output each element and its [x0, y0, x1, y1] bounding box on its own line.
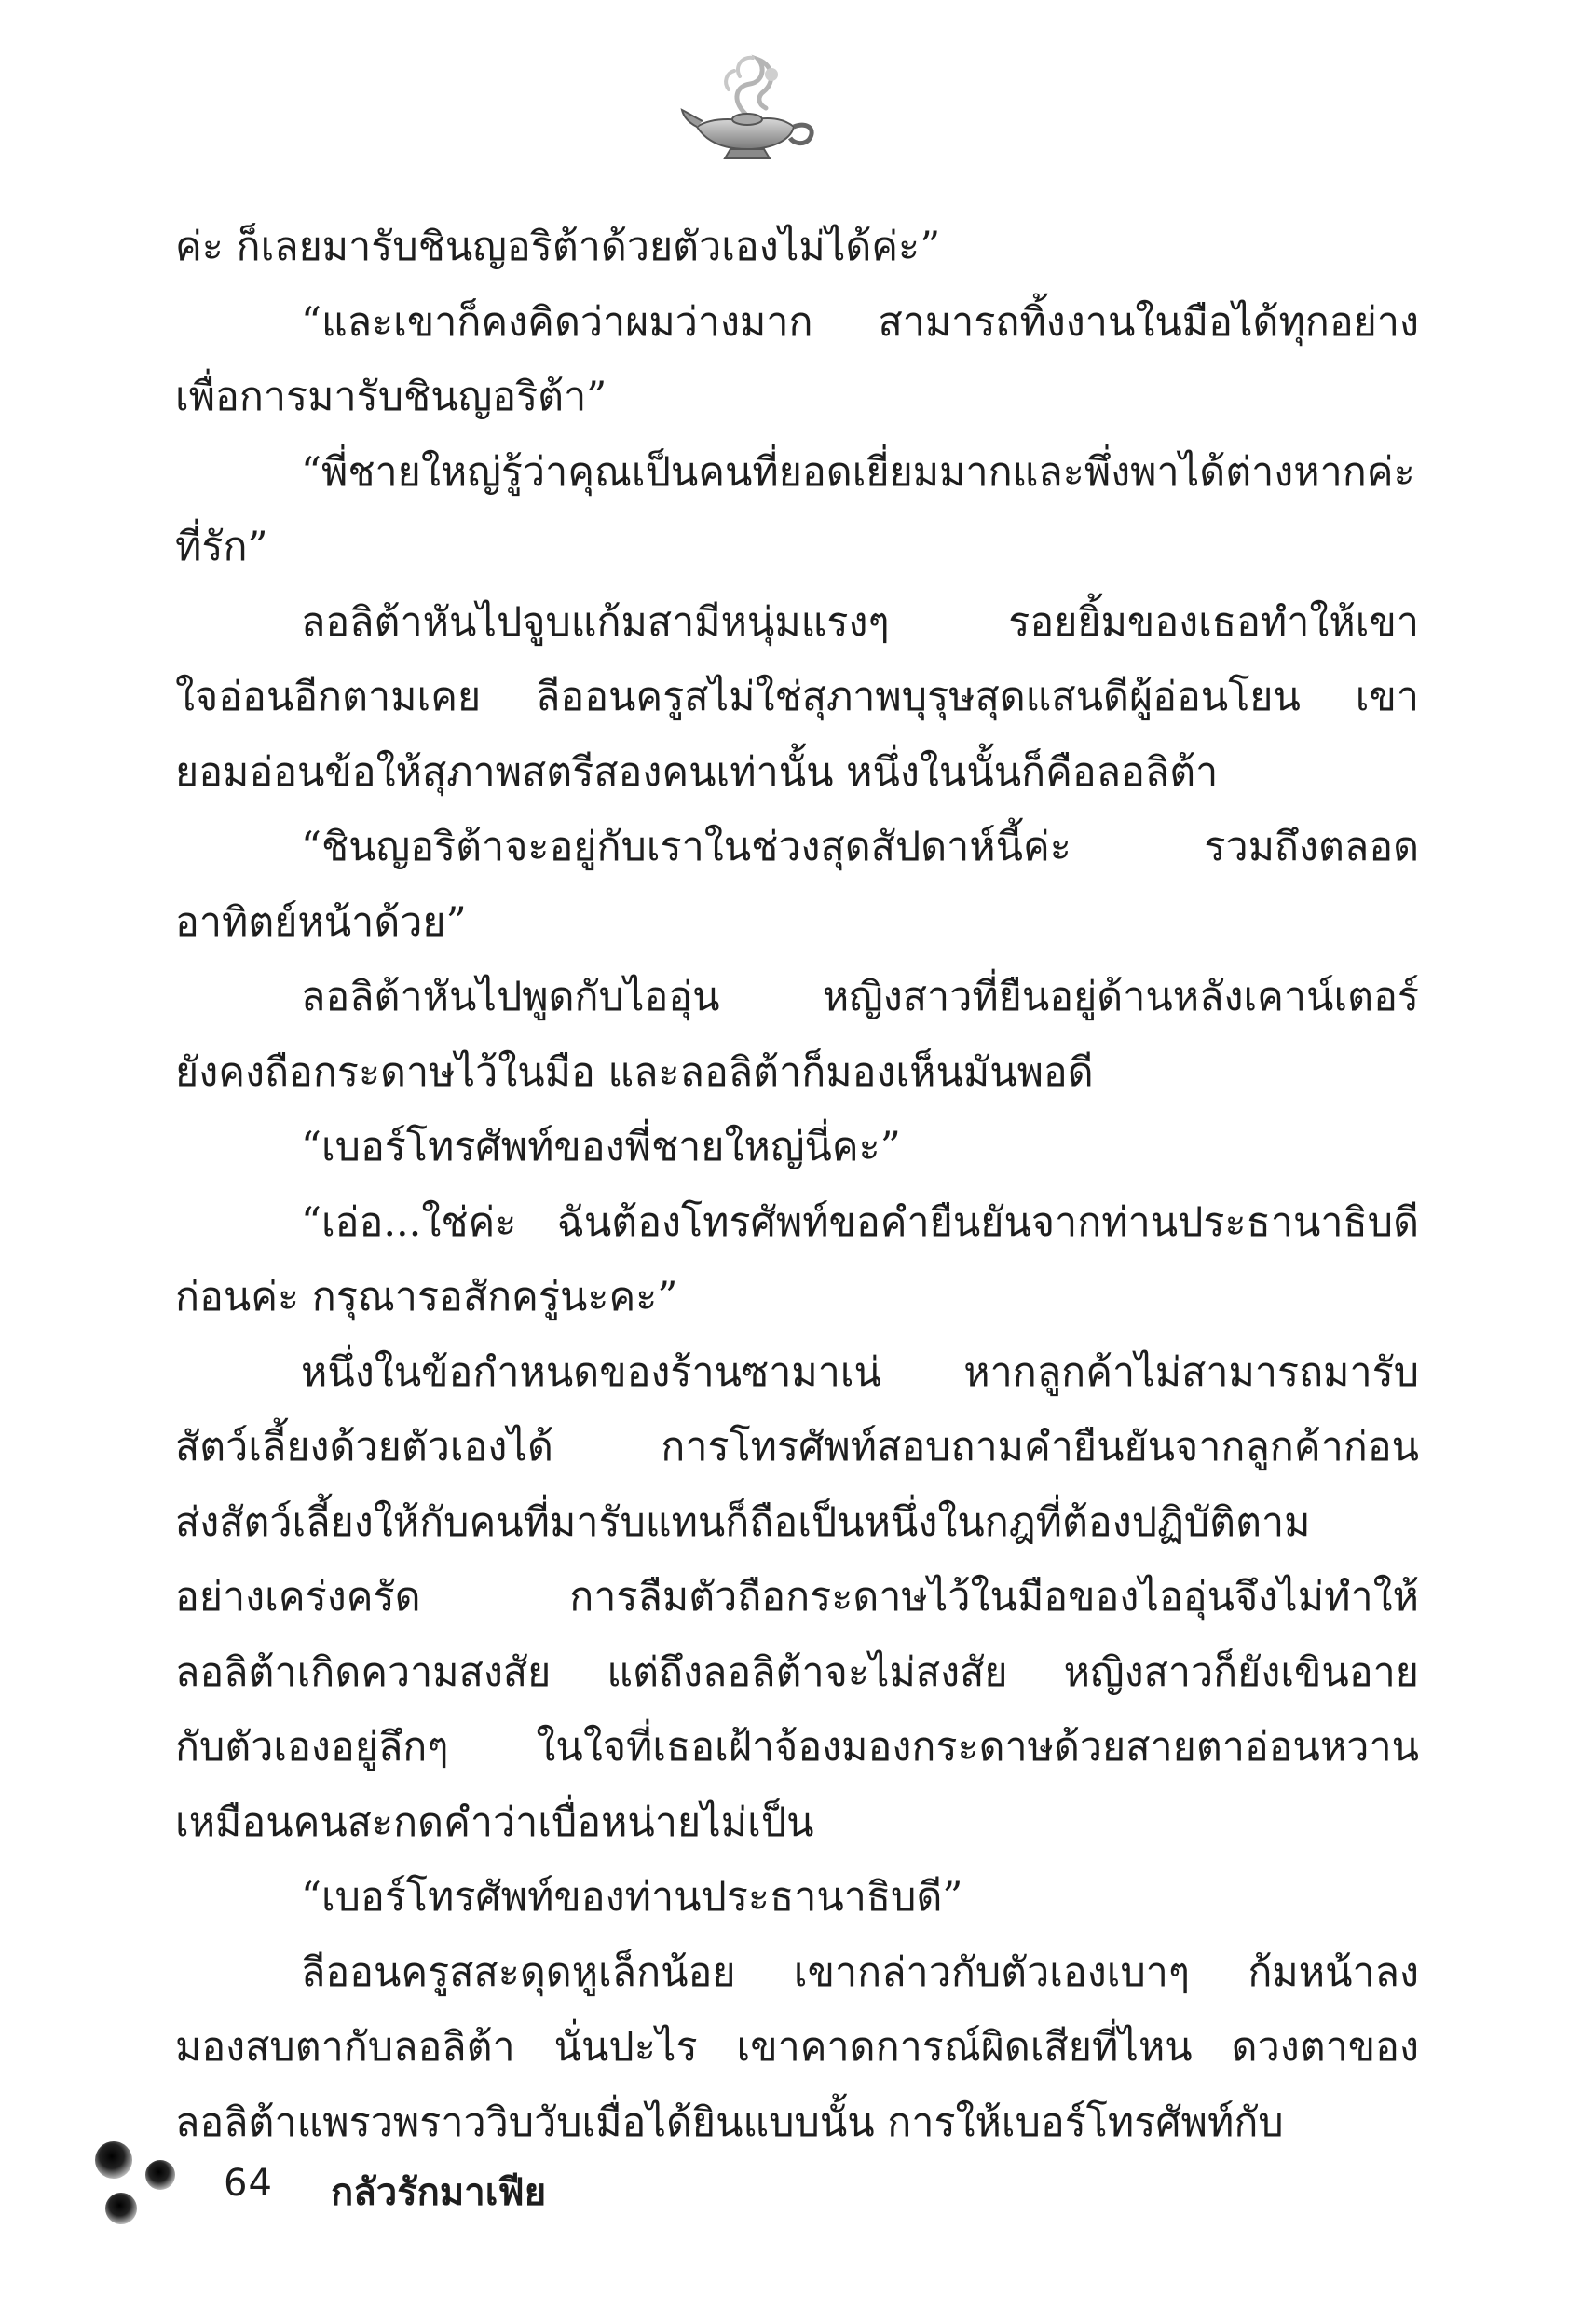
text-line: ก่อนค่ะ กรุณารอสักครู่นะคะ” [175, 1274, 678, 1320]
page-footer [84, 2134, 736, 2236]
text-line: “พี่ชายใหญ่รู้ว่าคุณเป็นคนที่ยอดเยี่ยมมากและพึ่งพาได้ต่างหากค่ะ [301, 448, 1415, 496]
text-line: ยังคงถือกระดาษไว้ในมือ และลอลิต้าก็มองเห็นมันพอดี [175, 1048, 1094, 1096]
text-line: เหมือนคนสะกดคำว่าเบื่อหน่ายไม่เป็น [175, 1798, 814, 1846]
text-line: “ชินญอริต้าจะอยู่กับเราในช่วงสุดสัปดาห์นี้ค่ะ รวมถึงตลอด [301, 824, 1419, 870]
text-line: ส่งสัตว์เลี้ยงให้กับคนที่มารับแทนก็ถือเป็นหนึ่งในกฎที่ต้องปฏิบัติตาม [175, 1498, 1311, 1546]
text-line: ลอลิต้าแพรวพราววิบวับเมื่อได้ยินแบบนั้น การให้เบอร์โทรศัพท์กับ [175, 2099, 1284, 2146]
text-line: อย่างเคร่งครัด การลืมตัวถือกระดาษไว้ในมือของไออุ่นจึงไม่ทำให้ [175, 1574, 1419, 1620]
page-number: 64 [224, 2162, 273, 2205]
text-line: ค่ะ ก็เลยมารับชินญอริต้าด้วยตัวเองไม่ได้ค่ะ” [175, 224, 941, 270]
text-line: ที่รัก” [175, 524, 268, 570]
body-text [175, 210, 1419, 2160]
genie-lamp-icon [680, 48, 820, 170]
text-line: “เบอร์โทรศัพท์ของพี่ชายใหญ่นี่คะ” [301, 1124, 901, 1170]
text-line: ลีออนครูสสะดุดหูเล็กน้อย เขากล่าวกับตัวเองเบาๆ ก้มหน้าลง [301, 1949, 1419, 1996]
book-title: กลัวรักมาเฟีย [331, 2171, 547, 2214]
text-line: สัตว์เลี้ยงด้วยตัวเองได้ การโทรศัพท์สอบถามคำยืนยันจากลูกค้าก่อน [175, 1424, 1419, 1470]
text-line: อาทิตย์หน้าด้วย” [175, 898, 467, 946]
text-line: “และเขาก็คงคิดว่าผมว่างมาก สามารถทิ้งงานในมือได้ทุกอย่าง [301, 298, 1419, 346]
text-line: กับตัวเองอยู่ลึกๆ ในใจที่เธอเฝ้าจ้องมองกระดาษด้วยสายตาอ่อนหวาน [175, 1724, 1419, 1771]
bullet-holes-icon [84, 2134, 196, 2236]
text-line: มองสบตากับลอลิต้า นั่นปะไร เขาคาดการณ์ผิดเสียที่ไหน ดวงตาของ [175, 2024, 1419, 2071]
text-line: ลอลิต้าเกิดความสงสัย แต่ถึงลอลิต้าจะไม่สงสัย หญิงสาวก็ยังเขินอาย [175, 1648, 1419, 1696]
text-line: ใจอ่อนอีกตามเคย ลีออนครูสไม่ใช่สุภาพบุรุษสุดแสนดีผู้อ่อนโยน เขา [175, 674, 1419, 720]
text-line: “เอ่อ...ใช่ค่ะ ฉันต้องโทรศัพท์ขอคำยืนยันจากท่านประธานาธิบดี [301, 1198, 1419, 1246]
text-line: “เบอร์โทรศัพท์ของท่านประธานาธิบดี” [301, 1874, 963, 1921]
text-line: ยอมอ่อนข้อให้สุภาพสตรีสองคนเท่านั้น หนึ่งในนั้นก็คือลอลิต้า [175, 748, 1219, 796]
text-line: ลอลิต้าหันไปพูดกับไออุ่น หญิงสาวที่ยืนอยู่ด้านหลังเคาน์เตอร์ [301, 974, 1419, 1020]
text-line: เพื่อการมารับชินญอริต้า” [175, 374, 607, 420]
text-line: ลอลิต้าหันไปจูบแก้มสามีหนุ่มแรงๆ รอยยิ้มของเธอทำให้เขา [301, 598, 1419, 646]
text-line: หนึ่งในข้อกำหนดของร้านซามาเน่ หากลูกค้าไม่สามารถมารับ [301, 1348, 1419, 1396]
